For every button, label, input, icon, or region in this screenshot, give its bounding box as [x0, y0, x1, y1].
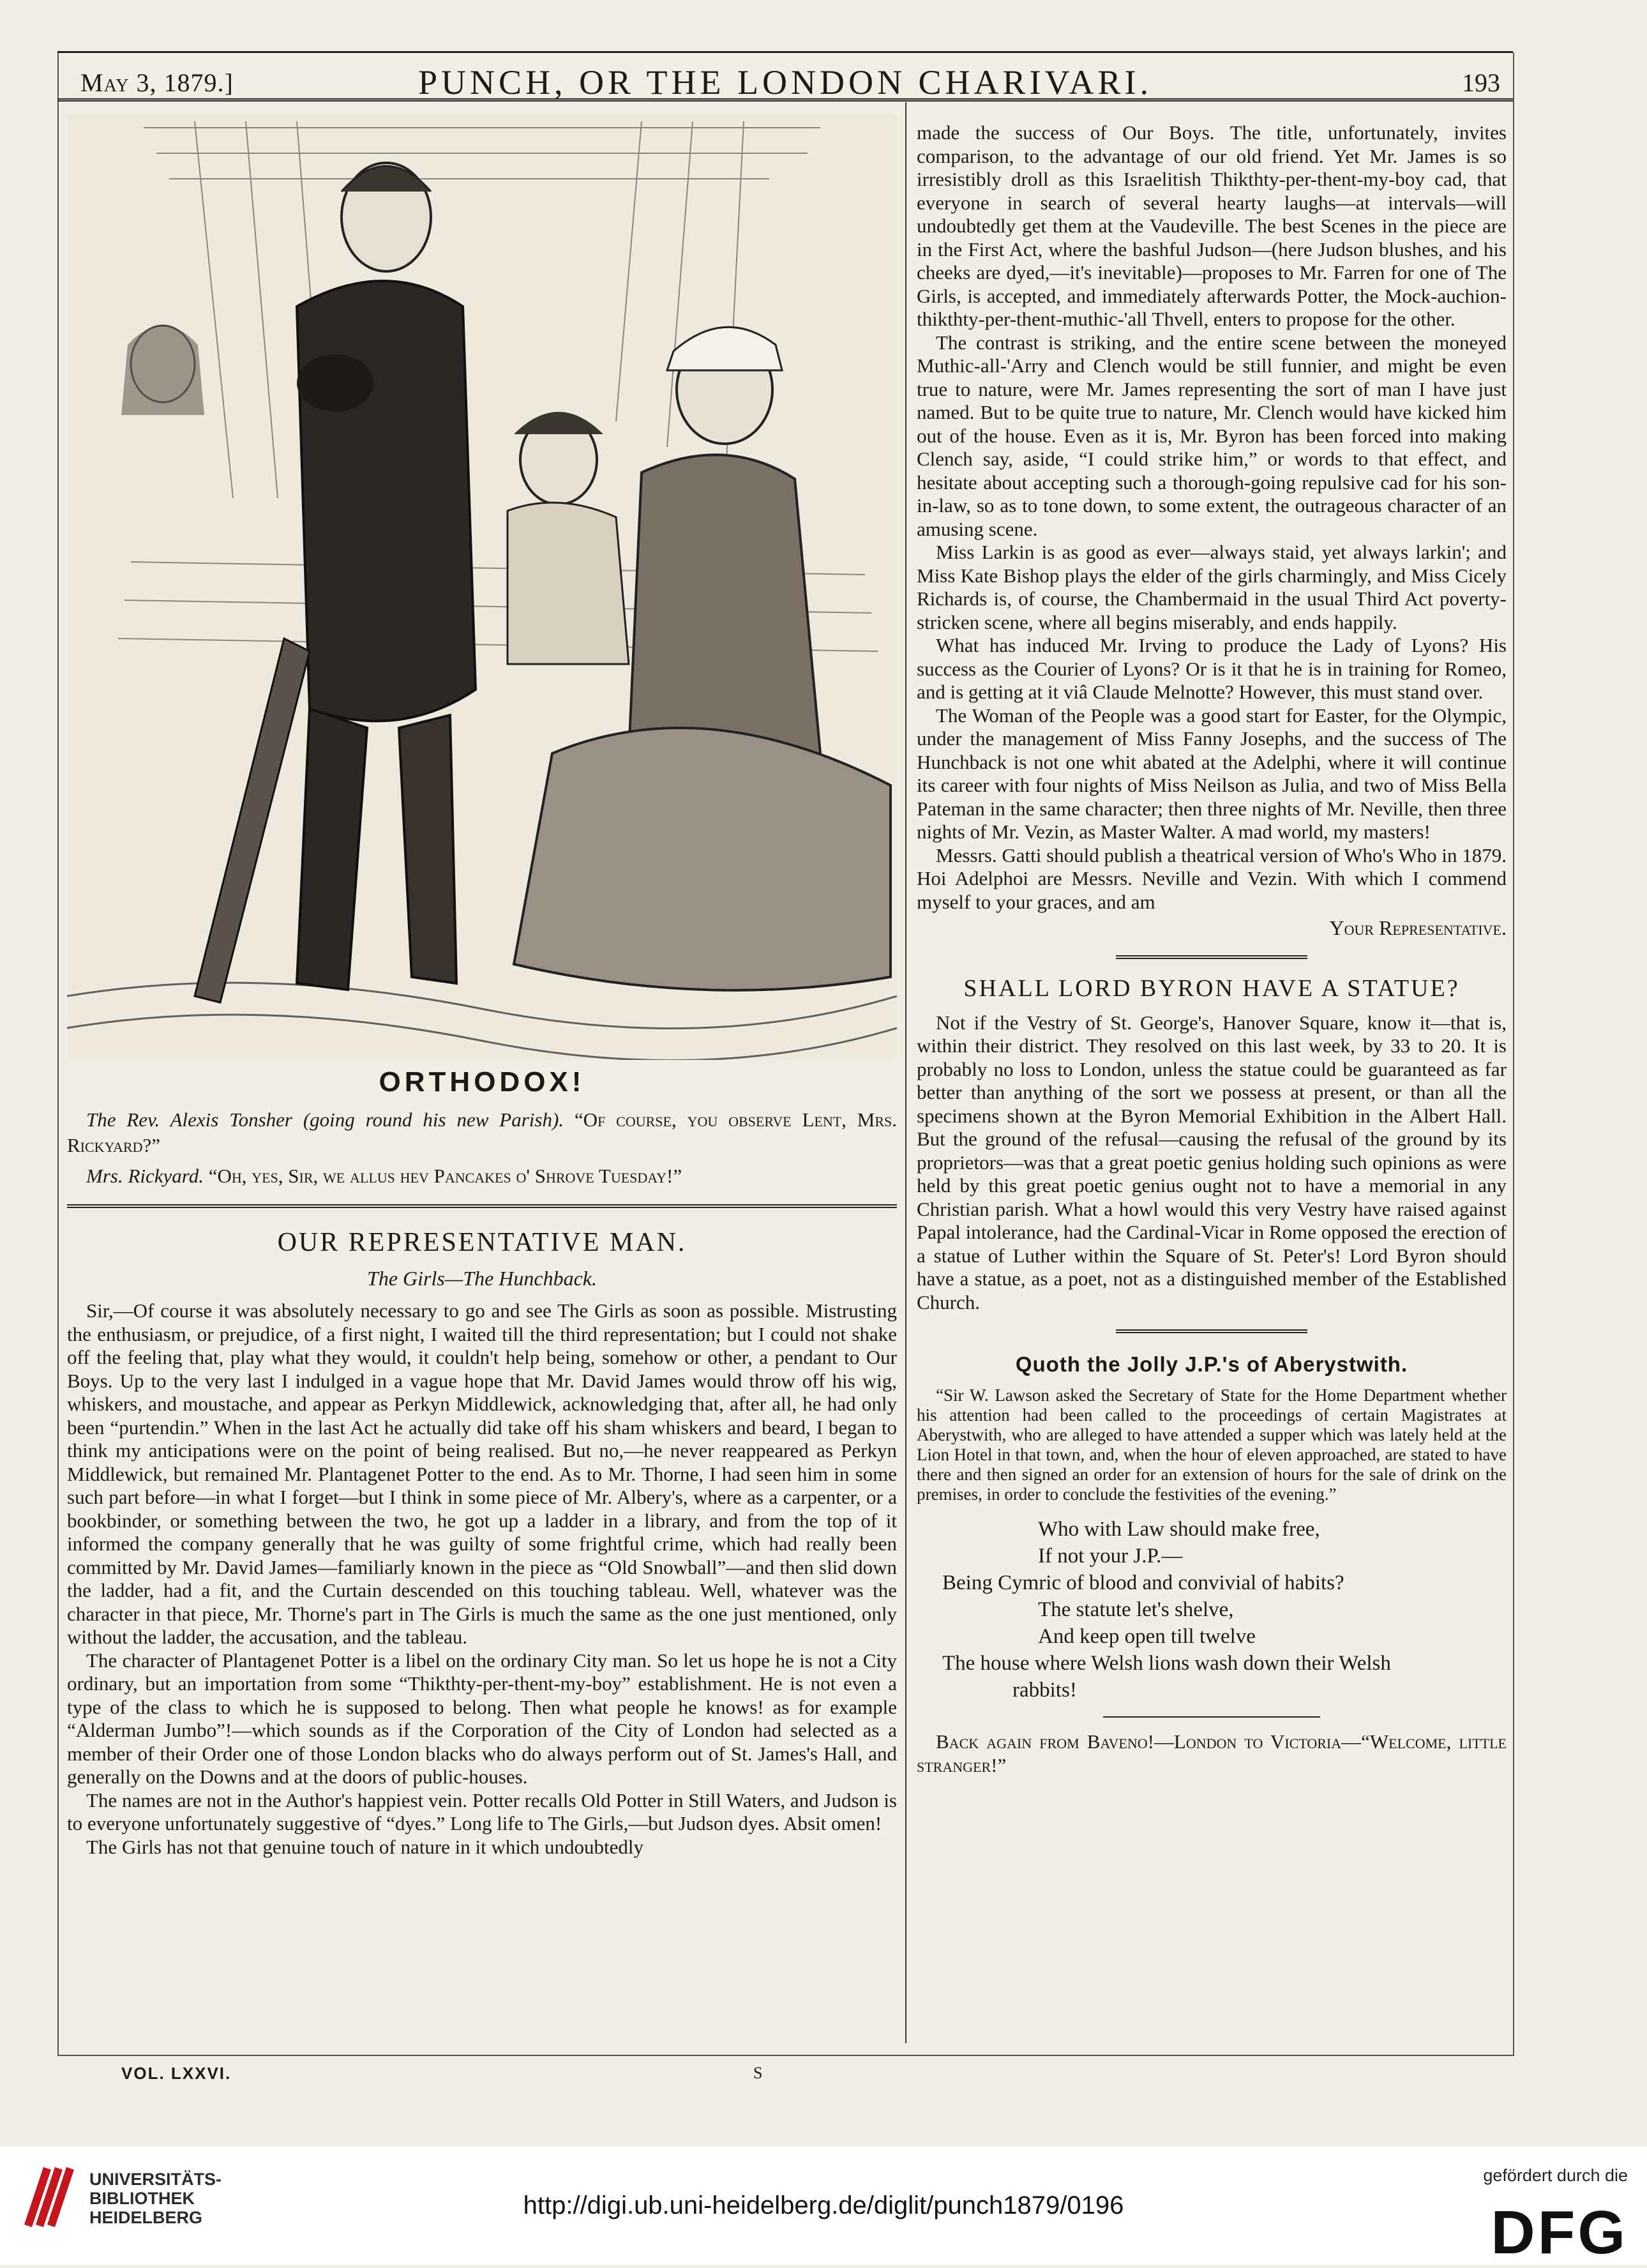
paragraph: Messrs. Gatti should publish a theatrical version of Who's Who in 1879. Hoi Adelphoi are Messrs. Neville and Vezin. With which I commend myself to your graces, and am	[917, 843, 1507, 913]
paragraph: The names are not in the Author's happiest vein. Potter recalls Old Potter in Still Waters, and Judson is to everyone unfortunately suggestive of “dyes.” Long life to The Girls,—but Judson dyes. Absit omen!	[67, 1788, 897, 1834]
caption-line-1	[67, 1107, 897, 1158]
caption-line-2	[67, 1163, 897, 1189]
quoted-note: “Sir W. Lawson asked the Secretary of State for the Home Department whether his attention had been called to the proceedings of certain Magistrates at Aberystwith, who are alleged to have attended a supper which was lately held at the Lion Hotel in that town, and, when the hour of eleven approached, are stated to have there and then signed an order for an extension of hours for the sale of drink on the premises, in order to conclude the festivities of the evening.”	[917, 1386, 1507, 1504]
cartoon-title: ORTHODOX!	[379, 1066, 585, 1098]
poem-line: The statute let's shelve,	[1038, 1598, 1234, 1621]
poem-line: rabbits!	[1012, 1679, 1077, 1702]
left-column	[67, 115, 897, 1859]
caption-quote-1: “Of course, you observe Lent, Mrs. Rickyard?”	[67, 1108, 897, 1156]
header-rule-bottom	[57, 98, 1513, 102]
volume-label: VOL. LXXVI.	[121, 2064, 232, 2083]
section-rule	[1116, 1329, 1307, 1333]
page-number: 193	[1462, 68, 1500, 97]
paragraph: Sir,—Of course it was absolutely necessary to go and see The Girls as soon as possible. Mistrusting the enthusiasm, or prejudice, of a first night, I waited till the third representation; but I could not shake off the feeling that, play what they would, it couldn't help being, somehow or other, a pendant to Our Boys. Up to the very last I indulged in a vague hope that Mr. David James would throw off his wig, whiskers, and moustache, and appear as Perkyn Middlewick, acknowledging that, after all, he had only been “purtendin.” When in the last Act he actually did take off his sham whiskers and beard, I began to think my anticipations were on the point of being realised. But no,—he never reappeared as Perkyn Middlewick, but remained Mr. Plantagenet Potter to the end. As to Mr. Thorne, I had seen him in some such part before—in what I forget—but I think in some piece of Mr. Albery's, where as a carpenter, or a bookbinder, or something between the two, he got up a ladder in a library, and from the top of it informed the company generally that he was guilty of some frightful crime, which had really been committed by Mr. David James—familiarly known in the piece as “Old Snowball”—and then slid down the ladder, had a fit, and the Curtain descended on this touching tableau. Well, whatever was the character in that piece, Mr. Thorne's part in The Girls is much the same as the one just mentioned, only without the ladder, the accusation, and the tableau.	[67, 1299, 897, 1648]
paragraph: The contrast is striking, and the entire scene between the moneyed Muthic-all-'Arry and Clench would be still funnier, and might be even true to nature, were Mr. James representing the sort of man I have just named. But to be quite true to nature, Mr. Clench would have kicked him out of the house. Even as it is, Mr. Byron has been forced into making Clench say, aside, “I could strike him,” or words to that effect, and hesitate about accepting such a thorough-going repulsive cad for his son-in-law, so as to tone down, to some extent, the outrageous character of an amusing scene.	[917, 331, 1507, 540]
right-column	[917, 121, 1507, 1777]
page-frame-bottom	[57, 2055, 1514, 2056]
paragraph: Not if the Vestry of St. George's, Hanover Square, know it—that is, within their district. They resolved on this last week, by 33 to 20. It is probably no loss to London, unless the statue could be guaranteed as far better than anything of the sort we possess at present, or than all the specimens shown at the Byron Memorial Exhibition in the Albert Hall. But the ground of the refusal—causing the refusal of the ground by its proprietors—was that a great poetic genius holding such opinions as were held by this great poetic genius ought not to have a memorial in any Christian parish. What a howl would this very Vestry have raised against Papal intolerance, had the Cardinal-Vicar in Rome opposed the erection of a statue of Luther within the Square of St. Peter's! Lord Byron should have a statue, as a poet, not as a distinguished member of the Established Church.	[917, 1011, 1507, 1313]
article-body-byron-statue	[917, 1011, 1507, 1315]
article-title-aberystwith: Quoth the Jolly J.P.'s of Aberystwith.	[1015, 1352, 1408, 1376]
caption-speaker-1: The Rev. Alexis Tonsher (going round his new Parish).	[86, 1108, 564, 1131]
paragraph: The character of Plantagenet Potter is a libel on the ordinary City man. So let us hope he is not a City ordinary, but an importation from some “Thikthty-per-thent-my-boy” establishment. He is not even a type of the class to which he is supposed to belong. Then what people he knows! as for example “Alderman Jumbo”!—which sounds as if the Corporation of the City of London had selected as a member of their Order one of those London blacks who do always perform out of St. James's Hall, and generally on the Downs and at the doors of public-houses.	[67, 1649, 897, 1788]
section-rule	[67, 1204, 897, 1208]
poem-line: Who with Law should make free,	[1038, 1518, 1320, 1541]
article-title-representative-man: OUR REPRESENTATIVE MAN.	[277, 1228, 687, 1257]
poem-line: And keep open till twelve	[1038, 1625, 1256, 1648]
paragraph: The Woman of the People was a good start for Easter, for the Olympic, under the management of Miss Fanny Josephs, and the success of The Hunchback is not one whit abated at the Adelphi, where it will continue its career with four nights of Miss Neilson as Julia, and two of Miss Bella Pateman in the same character; then three nights of Mr. Neville, then three nights of Mr. Vezin, as Master Walter. A mad world, my masters!	[917, 704, 1507, 843]
column-divider	[905, 102, 906, 2043]
library-name: UNIVERSITÄTS- BIBLIOTHEK HEIDELBERG	[89, 2170, 222, 2227]
article-body-representative-man	[67, 1299, 897, 1859]
poem-line: If not your J.P.—	[1038, 1545, 1183, 1568]
digitization-footer	[0, 2147, 1647, 2265]
article-subtitle: The Girls—The Hunchback.	[367, 1267, 597, 1290]
article-signature: Your Representative.	[1329, 916, 1507, 939]
caption-speaker-2: Mrs. Rickyard.	[86, 1165, 204, 1187]
paragraph: made the success of Our Boys. The title, unfortunately, invites comparison, to the advantage of our old friend. Yet Mr. James is so irresistibly droll as this Israelitish Thikthty-per-thent-my-boy cad, that everyone in search of several hearty laughs—at intervals—will undoubtedly get them at the Vaudeville. The best Scenes in the piece are in the First Act, where the bashful Judson—(here Judson blushes, and his cheeks are dyed,—it's inevitable)—proposes to Mr. Farren for one of The Girls, is accepted, and immediately afterwards Potter, the Mock-auchion-thikthty-per-thent-muthic-'all Thvell, enters to propose for the other.	[917, 121, 1507, 330]
poem-line: Being Cymric of blood and convivial of habits?	[942, 1571, 1344, 1594]
poem-line: The house where Welsh lions wash down their Welsh	[942, 1652, 1391, 1675]
publication-title: PUNCH, OR THE LONDON CHARIVARI.	[417, 63, 1153, 102]
poem	[942, 1516, 1507, 1704]
article-body-continued	[917, 121, 1507, 940]
article-note-aberystwith	[917, 1386, 1507, 1504]
page-footer	[57, 2064, 1514, 2102]
paragraph: Miss Larkin is as good as ever—always staid, yet always larkin'; and Miss Kate Bishop plays the elder of the girls charmingly, and Miss Cicely Richards is, of course, the Chambermaid in the usual Third Act poverty-stricken scene, where all begins miserably, and ends happily.	[917, 541, 1507, 633]
cartoon-illustration	[67, 115, 897, 1060]
issue-date: May 3, 1879.]	[80, 68, 234, 97]
paragraph: Back again from Baveno!—London to Victoria—“Welcome, little stranger!”	[917, 1730, 1507, 1776]
article-body-baveno	[917, 1730, 1507, 1777]
section-rule	[1103, 1716, 1320, 1718]
article-title-byron-statue: SHALL LORD BYRON HAVE A STATUE?	[963, 974, 1460, 1002]
page-frame-left	[57, 52, 59, 2056]
caption-quote-2: “Oh, yes, Sir, we allus hev Pancakes o' Shrove Tuesday!”	[208, 1165, 682, 1187]
cartoon-caption	[67, 1107, 897, 1189]
page-header	[57, 40, 1513, 102]
cartoon-engraving	[67, 115, 897, 1060]
dfg-logo: DFG	[1491, 2198, 1628, 2267]
page-frame-right	[1513, 52, 1514, 2056]
section-rule	[1116, 955, 1307, 959]
girl-figure	[121, 326, 204, 415]
header-rule-top	[57, 51, 1513, 53]
paragraph: The Girls has not that genuine touch of nature in it which undoubtedly	[86, 1835, 643, 1858]
signature-mark: S	[753, 2064, 763, 2082]
digital-object-url[interactable]: http://digi.ub.uni-heidelberg.de/diglit/punch1879/0196	[523, 2191, 1124, 2219]
paragraph: What has induced Mr. Irving to produce the Lady of Lyons? His success as the Courier of Lyons? Or is it that he is in training for Romeo, and is getting at it viâ Claude Melnotte? However, this must stand over.	[917, 634, 1507, 703]
funding-note: gefördert durch die	[1483, 2166, 1628, 2185]
